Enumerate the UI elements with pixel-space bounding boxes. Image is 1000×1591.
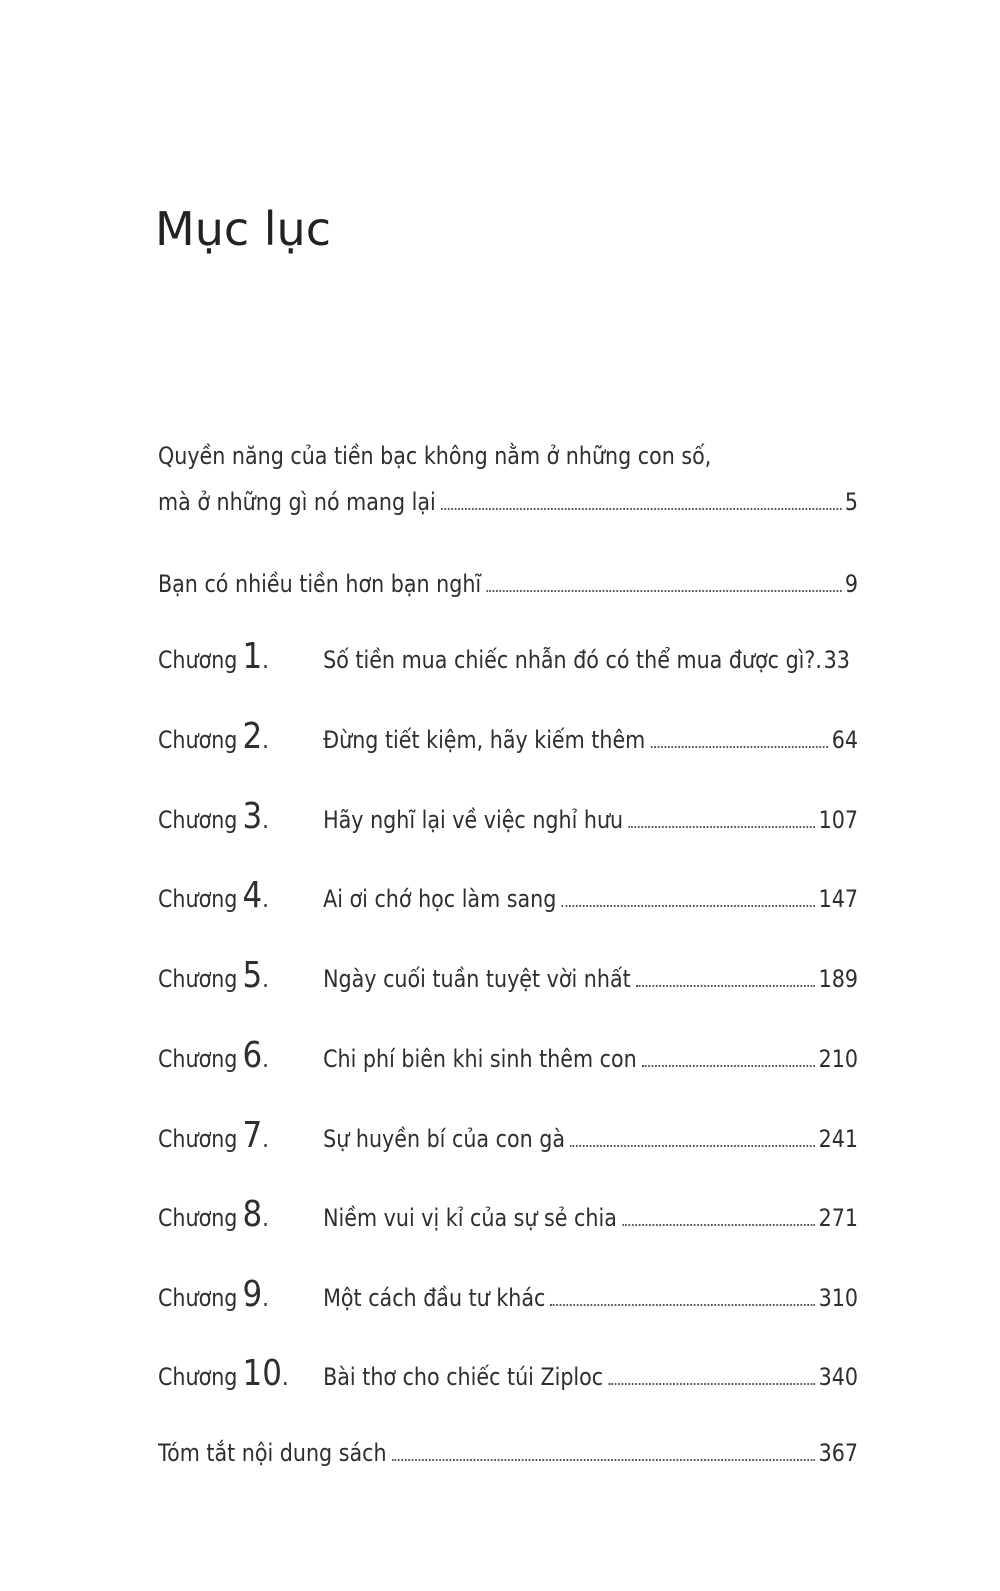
toc-entry-chapter-9 xyxy=(158,1274,859,1315)
chapter-number: 10 xyxy=(242,1353,282,1394)
toc-entry-preface-line2: mà ở những gì nó mang lại xyxy=(158,488,436,516)
chapter-label: Chương 3. xyxy=(158,796,269,837)
toc-entry-introduction xyxy=(158,570,859,598)
leader-dots xyxy=(628,826,815,828)
toc-entry-chapter-5 xyxy=(158,955,859,996)
chapter-label: Chương 8. xyxy=(158,1194,269,1235)
leader-dots xyxy=(636,985,815,987)
toc-entry-title: Tóm tắt nội dung sách xyxy=(158,1439,387,1467)
chapter-title: Niềm vui vị kỉ của sự sẻ chia xyxy=(323,1204,617,1232)
chapter-title: Hãy nghĩ lại về việc nghỉ hưu xyxy=(323,806,624,834)
chapter-label: Chương 1. xyxy=(158,636,269,677)
toc-entry-chapter-7 xyxy=(158,1115,859,1156)
toc-entry-preface-line1: Quyền năng của tiền bạc không nằm ở những con số, xyxy=(158,442,712,470)
toc-page-number: 107 xyxy=(818,806,859,834)
toc-page-number: 340 xyxy=(818,1363,859,1391)
chapter-number: 1 xyxy=(242,636,263,677)
toc-entry-chapter-1 xyxy=(158,636,850,677)
toc-entry-chapter-8 xyxy=(158,1194,859,1235)
chapter-title: Ngày cuối tuần tuyệt vời nhất xyxy=(323,965,631,993)
toc-page-number: 33 xyxy=(823,646,850,674)
toc-page-number: 64 xyxy=(831,726,859,754)
chapter-number: 2 xyxy=(242,716,263,757)
toc-entry-summary xyxy=(158,1439,859,1467)
toc-page-number: 189 xyxy=(818,965,859,993)
toc-page-number: 367 xyxy=(818,1439,859,1467)
toc-entry-preface xyxy=(158,442,859,516)
chapter-title: Bài thơ cho chiếc túi Ziploc xyxy=(323,1363,604,1391)
leader-dots xyxy=(486,590,841,592)
leader-dots xyxy=(650,746,828,748)
toc-page-number: 210 xyxy=(818,1045,859,1073)
leader-dots xyxy=(561,905,815,907)
chapter-label: Chương 6. xyxy=(158,1035,269,1076)
chapter-number: 9 xyxy=(242,1274,263,1315)
page-title: Mục lục xyxy=(155,202,331,256)
chapter-number: 8 xyxy=(242,1194,263,1235)
leader-dots xyxy=(551,1304,816,1306)
chapter-title: Ai ơi chớ học làm sang xyxy=(323,885,557,913)
toc-entry-chapter-4 xyxy=(158,875,859,916)
toc-entry-chapter-3 xyxy=(158,796,859,837)
toc-page-number: 271 xyxy=(818,1204,859,1232)
chapter-label: Chương 2. xyxy=(158,716,269,757)
chapter-title: Sự huyền bí của con gà xyxy=(323,1125,565,1153)
chapter-number: 4 xyxy=(242,875,263,916)
chapter-label: Chương 7. xyxy=(158,1115,269,1156)
toc-page-number: 9 xyxy=(844,570,859,598)
toc-entry-title: Bạn có nhiều tiền hơn bạn nghĩ xyxy=(158,570,482,598)
chapter-number: 5 xyxy=(242,955,263,996)
toc-page-number: 241 xyxy=(818,1125,859,1153)
chapter-number: 6 xyxy=(242,1035,263,1076)
chapter-label: Chương 5. xyxy=(158,955,269,996)
leader-dots xyxy=(441,508,842,510)
chapter-number: 3 xyxy=(242,796,263,837)
toc-entry-chapter-10 xyxy=(158,1353,859,1394)
leader-dots xyxy=(392,1459,815,1461)
toc-page-number: 310 xyxy=(818,1284,859,1312)
toc-entry-chapter-6 xyxy=(158,1035,859,1076)
chapter-label: Chương 4. xyxy=(158,875,269,916)
leader-dots xyxy=(642,1065,815,1067)
leader-dots xyxy=(622,1224,815,1226)
chapter-title: Chi phí biên khi sinh thêm con xyxy=(323,1045,637,1073)
chapter-label: Chương 10. xyxy=(158,1353,289,1394)
toc-page-number: 147 xyxy=(818,885,859,913)
chapter-number: 7 xyxy=(242,1115,263,1156)
toc-page-number: 5 xyxy=(844,488,859,516)
toc-entry-chapter-2 xyxy=(158,716,859,757)
leader-dots xyxy=(608,1383,815,1385)
chapter-title: Số tiền mua chiếc nhẫn đó có thể mua được gì?. xyxy=(323,646,822,674)
chapter-label: Chương 9. xyxy=(158,1274,269,1315)
leader-dots xyxy=(570,1145,815,1147)
chapter-title: Một cách đầu tư khác xyxy=(323,1284,546,1312)
chapter-title: Đừng tiết kiệm, hãy kiếm thêm xyxy=(323,726,646,754)
